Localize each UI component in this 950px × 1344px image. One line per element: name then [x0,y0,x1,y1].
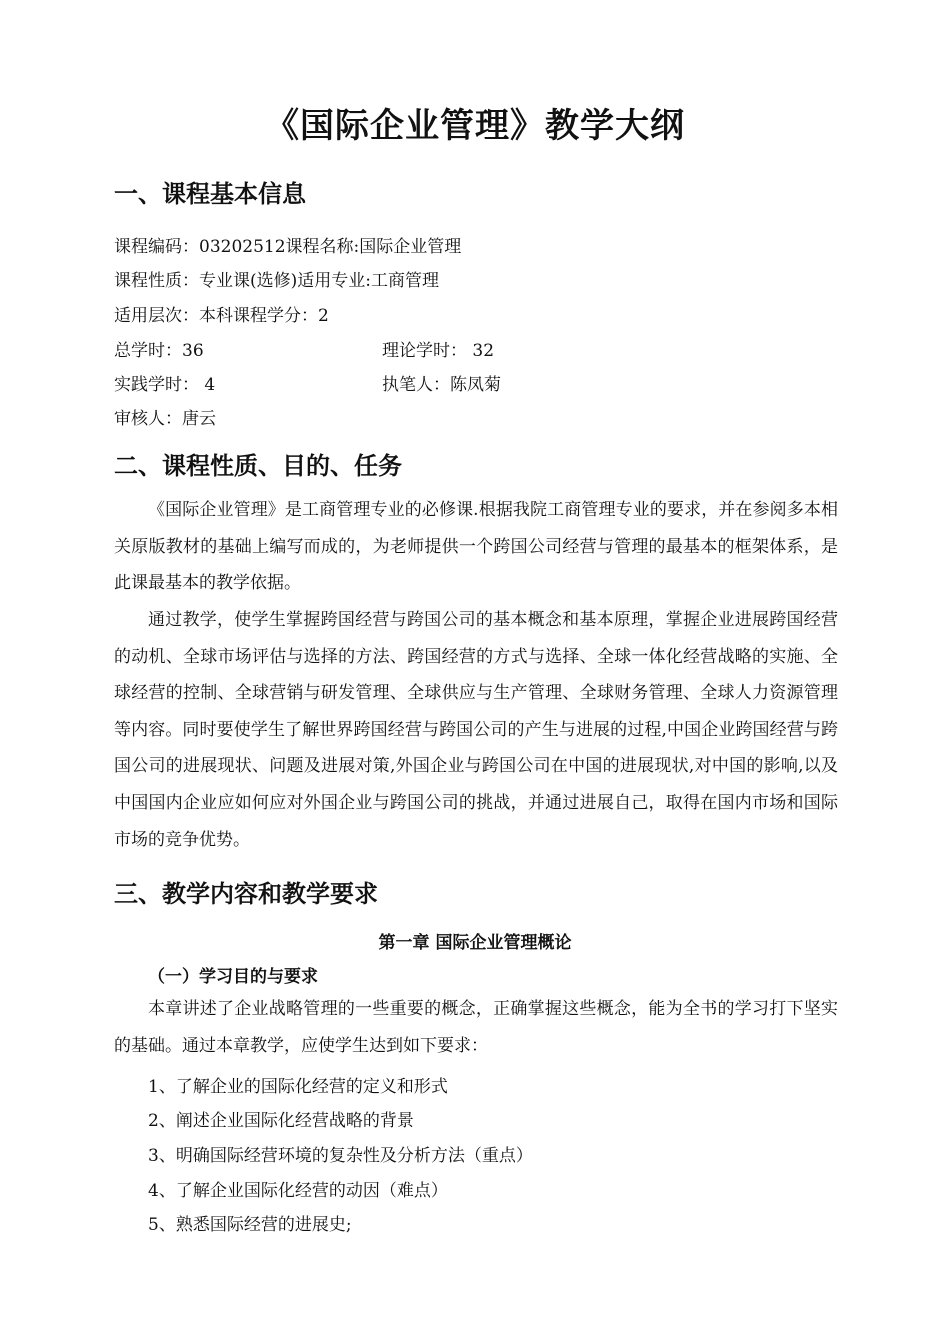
requirement-item: 1、了解企业的国际化经营的定义和形式 [148,1077,448,1097]
course-code-line: 课程编码：03202512课程名称:国际企业管理 [114,237,462,257]
author: 执笔人：陈凤菊 [382,375,501,395]
requirement-item: 3、明确国际经营环境的复杂性及分析方法（重点） [148,1146,533,1166]
total-hours: 总学时：36 [114,341,204,361]
section-heading-nature: 二、课程性质、目的、任务 [114,452,402,480]
section-heading-basic-info: 一、课程基本信息 [114,180,306,208]
section-heading-content: 三、教学内容和教学要求 [114,880,378,908]
sub-heading-goals: （一）学习目的与要求 [148,967,318,987]
nature-paragraph-1: 《国际企业管理》是工商管理专业的必修课.根据我院工商管理专业的要求，并在参阅多本相关原版教材的基础上编写而成的，为老师提供一个跨国公司经营与管理的最基本的框架体系，是此课最基本的教学依据。 [114,500,838,594]
requirement-item: 2、阐述企业国际化经营战略的背景 [148,1111,414,1131]
chapter-intro-paragraph: 本章讲述了企业战略管理的一些重要的概念，正确掌握这些概念，能为全书的学习打下坚实的基础。通过本章教学，应使学生达到如下要求： [114,999,838,1056]
chapter-title: 第一章 国际企业管理概论 [378,933,572,953]
reviewer: 审核人：唐云 [114,409,216,429]
theory-hours: 理论学时： 32 [382,341,495,361]
nature-paragraph-2: 通过教学，使学生掌握跨国经营与跨国公司的基本概念和基本原理，掌握企业进展跨国经营的动机、全球市场评估与选择的方法、跨国经营的方式与选择、全球一体化经营战略的实施、全球经营的控制、全球营销与研发管理、全球供应与生产管理、全球财务管理、全球人力资源管理等内容。同时要使学生了解世界跨国经营与跨国公司的产生与进展的过程,中国企业跨国经营与跨国公司的进展现状、问题及进展对策,外国企业与跨国公司在中国的进展现状,对中国的影响,以及中国国内企业应如何应对外国企业与跨国公司的挑战，并通过进展自己，取得在国内市场和国际市场的竞争优势。 [114,610,838,850]
requirement-item: 5、熟悉国际经营的进展史; [148,1215,352,1235]
practice-hours: 实践学时： 4 [114,375,216,395]
document-title: 《国际企业管理》教学大纲 [265,106,685,146]
course-level-line: 适用层次：本科课程学分：2 [114,306,329,326]
requirement-item: 4、了解企业国际化经营的动因（难点） [148,1181,448,1201]
course-nature-line: 课程性质：专业课(选修)适用专业:工商管理 [114,271,439,291]
